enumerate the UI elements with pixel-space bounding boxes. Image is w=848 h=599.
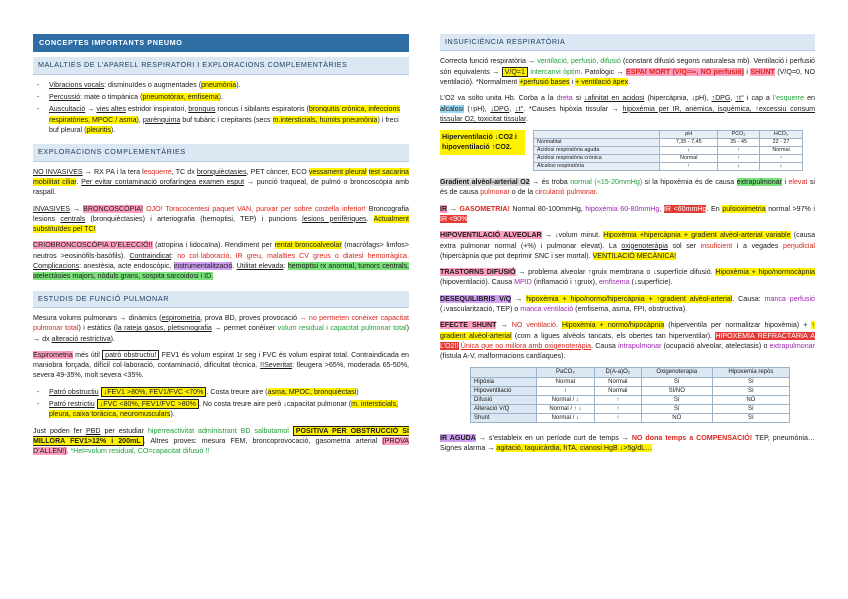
table-row: Acidosi respiratòria crònica Normal ↑ ↑: [534, 155, 803, 163]
table-row: Difusió Normal / ↓ ↑ Sí NO: [471, 395, 790, 404]
list-item: - Patró obstructiu ↓FEV1 >80%, FEV1/FVC <70% . Costa treure aire (asma, MPOC, bronquièctasi): [33, 387, 409, 397]
paragraph-espirometria: Espirometria més útil patró obstructiu! FEV1 és volum espirat 1r seg i FVC és volum espirat total. Contraindicada en maniobra forçada, difícil col·laboració, contaminació, dificultat tècnica. !!Severitat: lleugera >65%, moderada 65-50%, severa 49-35%, molt severa <35%.: [33, 350, 409, 380]
paragraph-desequilibris: DESEQUILIBRIS V/Q → hipoxèmia + hipo/normo/hipercàpnia + ↑gradient alvèol-arterial. Causa: manca perfusió (↓vascularització, TEP) o manca ventilació (emfisema, asma, FPI, obstructiva).: [440, 294, 815, 314]
table-row: Hipòxia Normal Normal Sí Sí: [471, 377, 790, 386]
right-column: [440, 34, 815, 460]
paragraph-shunt: EFECTE SHUNT → NO ventilació. Hipoxèmia + normo/hipocàpnia (hiperventila per normalitzar hipoxèmia) + ↑ gradient alvèol-arterial (com a ligues alvèols tancats, els obertes tan hiperventilar). HIPOXÈMIA REFRACTÀRIA A L’O2!! Única que no millora amb oxigenoteràpia. Causa intrapulmonar (ocupació alveolar, atelectasis) o extrapulmonar (fístula A-V, malformacions cardíaques).: [440, 321, 815, 361]
patrons-list: [33, 387, 409, 420]
paragraph-criobroncoscopia: CRIOBRONCOSCÒPIA D’ELECCIÓ!! (atropina i lidocaïna). Rendiment per rentat broncoalveolar (macròfags> limfos> neutros >eosinòfils-basòfils). Contraindicat: no col·laboració, IR greu, malalties CV greus o diatesi hemorràgica. Complicacions: anestèsia, acte endoscòpic, instrumentalització. Utilitat elevada: hemoptisi rx anormal, tumors centrals, atelectàsies majors, nòduls grans, sospita sarcoidosi i ID.: [33, 241, 410, 281]
table-header-row: PaCO₂ D(A-a)O₂ Oxigenoterapia Hipoxemia repòs: [471, 368, 790, 377]
paragraph-ir-aguda: IR AGUDA → s’estableix en un període curt de temps → NO dona temps a COMPENSACIÓ! TEP, pneumònia… Signes alarma → agitació, taquicàrdia, hTA, cianosi HgB ↓>5g/dL…: [440, 433, 816, 453]
list-item: - Percussió: mate o timpànica (pneumotòrax, emfisema).: [33, 92, 409, 102]
acid-base-table: [533, 130, 803, 171]
hyperventilation-note: Hiperventilació ↓CO2 i hipoventilació ↑CO2.: [440, 130, 525, 155]
subsection-title-funcio-pulmonar: ESTUDIS DE FUNCIÓ PULMONAR: [33, 291, 409, 308]
paragraph-hipoventilacio: HIPOVENTILACIÓ ALVEOLAR → ↓volum minut. Hipoxèmia +hipercàpnia + gradient alvèol-arterial variable (causa extra pulmonar normal (+%) i pulmonar elevat). La oxigenoteràpia sol ser insuficient i a vegades perjudicial (hipercàpnia que pot deprimir SNC i ser mortal). VENTILACIÓ MECÀNICA!: [440, 231, 816, 260]
paragraph-funcio-respiratoria: Correcta funció respiratòria → ventilació, perfusió, difusió (constant difusió segons naturalesa mb). Ventilació i perfusió són equivalents → V/Q=1 intercanvi òptim. Patològic → ESPAI MORT (V/Q=∞, NO perfusió) i SHUNT (V/Q=0, NO ventilació). *Normalment +perfusió bases i + ventilació àpex.: [440, 57, 816, 86]
exploracio-list: [33, 80, 409, 135]
subsection-title-malalties: MALALTIES DE L’APARELL RESPIRATORI I EXPLORACIONS COMPLEMENTÀRIES: [33, 57, 409, 74]
hypoxemia-table: [470, 367, 790, 423]
subsection-title-exploracions: EXPLORACIONS COMPLEMENTÀRIES: [33, 144, 409, 161]
paragraph-pbd: Just poden fer PBD per estudiar hiperreactivitat administrant BD salbutamol POSITIVA PER OBSTRUCCIÓ SI MILLORA FEV1>12% i 200mL . Altres proves: mesura FEM, broncoprovocació, gasometria arterial (PROVA D’ALLEN!). *Hel=volum residual, CO=capacitat difusió !!: [33, 426, 409, 456]
section-title-insuficiencia: INSUFICIÈNCIA RESPIRATÒRIA: [440, 34, 815, 51]
acid-base-block: [440, 130, 815, 171]
table-row: Acidosi respiratòria aguda ↓ ↑ Normal: [534, 147, 803, 155]
table-row: Hipoventilació ↑ Normal SÍ/NO Sí: [471, 386, 790, 395]
paragraph-volums: Mesura volums pulmonars → dinàmics (espirometria, prova BD, proves provocació → no permeten conèixer capacitat pulmonar total) i estàtics (la rateja gasos, pletismografia → permet conèixer volum residual i capacitat pulmonar total) → dx alteració restrictiva).: [33, 313, 409, 343]
table-header-row: pH PCO₂ HCO₃: [534, 131, 803, 139]
list-item: - Auscultació → vies altes estridor inspiratori, bronquis roncus i sibilants espiratoris (bronquitis crònica, infeccions respiratòries, MPOC / asma), parènquima buf tubàric i crepitants (secs m.intersticials, humits pneumònia) i freci buf pleural (pleuritis).: [33, 104, 409, 135]
table-row: Alcalosi respiratòria ↑ ↓ ↓: [534, 163, 803, 171]
paragraph-ir: IR → GASOMETRIA! Normal 80-100mmHg, hipoxèmia 60-80mmHg, IR <60mmHg. En pulsioximetria normal >97% i IR <90%: [440, 204, 815, 224]
paragraph-no-invasives: NO INVASIVES → RX PA i la tera lesquerre, TC dx bronquièctasies, PET càncer, ECO vessament pleural test sacarina mobilitat ciliar. Per evitar contaminació orofaríngea examen esput → punció traqueal, de pulmó o broncoscòpia amb raspall.: [33, 167, 409, 197]
table-row: Shunt Normal / ↓ ↑ NO Sí: [471, 413, 790, 422]
paragraph-gradient: Gradient alvèol-arterial O2 → és troba normal (<15-20mmHg) si la hipoxèmia és de causa extrapulmonar i elevat si és de causa pulmonar o de la circulació pulmonar.: [440, 178, 815, 197]
paragraph-o2-hb: L’O2 va solto unita Hb. Corba a la dreta si ↓afinitat en acidosi (hipercàpnia, ↓pH), ↑DPG, ↑t° i cap a l’esquerre en alcalosi (↑pH), ↓DPG, ↓t°. *Causes hipòxia tissular → hipoxèmia per IR, anèmica, isquèmica, ↑excessiu consum tissular O2, toxicitat tissular.: [440, 94, 816, 123]
table-row: Normalitat 7,35 - 7,45 35 - 45 22 - 27: [534, 139, 803, 147]
left-column: [33, 34, 409, 462]
table-row: Alteració V/Q Normal / ↑ ↓ ↑ Sí Sí: [471, 404, 790, 413]
list-item: - Patró restrictiu ↓FVC <80%, FEV1/FVC >80% . No costa treure aire però ↓capacitat pulmonar (m. intersticials, pleura, caixa toràcica, neuromusculars).: [33, 399, 409, 420]
paragraph-invasives: INVASIVES → BRONCOSCÒPIA! OJO! Toracocentesi paquet VAN, punxar per sobre costella inferior! Broncografia lesions centrals (bronquièctasies) i arteriografia (hemoptisi, TEP) i puncions lesions perifèriques. Actualment substituïdes pel TC!: [33, 204, 409, 234]
list-item: - Vibracions vocals: disminuïdes o augmentades (pneumònia).: [33, 80, 409, 90]
paragraph-difusio: TRASTORNS DIFUSIÓ → problema alveolar ↑gruix membrana o ↓superfície difusió. Hipoxèmia + hipo/normocàpnia (hipoventilació). Causa MPID (inflamació i ↑gruix), emfisema (↓superfície).: [440, 268, 815, 287]
section-title-pneumo: CONCEPTES IMPORTANTS PNEUMO: [33, 34, 409, 52]
